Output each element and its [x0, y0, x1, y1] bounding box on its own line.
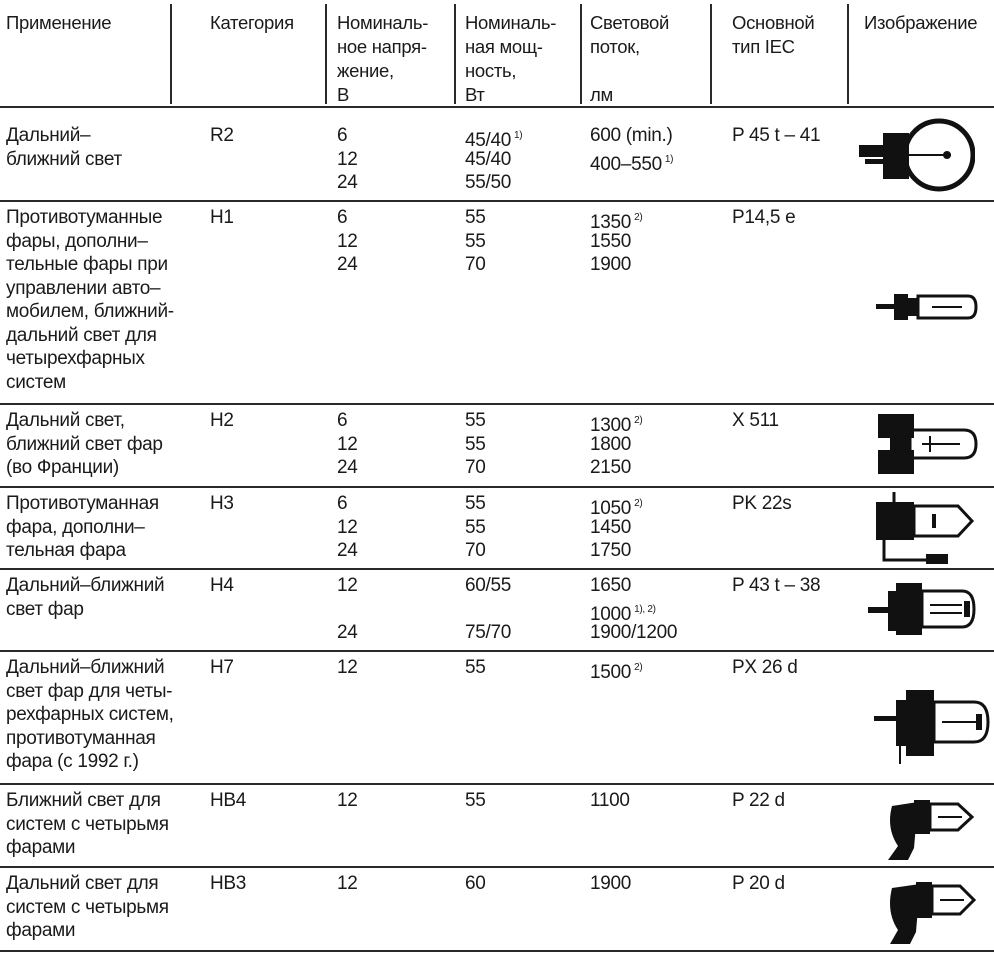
category-line — [210, 872, 246, 896]
row-rule — [0, 486, 994, 488]
application-line — [6, 919, 169, 943]
cell-iec — [732, 124, 820, 148]
application-value: Противотуманная — [6, 493, 159, 514]
iec-value: P14,5 e — [732, 207, 796, 228]
r2-bulb-icon — [855, 115, 975, 195]
application-value: рехфарных систем, — [6, 704, 174, 725]
flux-value: 400–550 — [590, 153, 662, 175]
voltage-line — [337, 409, 358, 433]
voltage-line — [337, 872, 358, 896]
flux-line — [590, 433, 642, 457]
iec-value: PX 26 d — [732, 657, 798, 678]
power-value: 55 — [465, 493, 486, 514]
cell-iec — [732, 492, 791, 516]
cell-iec — [732, 656, 798, 680]
category-value: H3 — [210, 493, 234, 514]
footnote-marker: 1) — [664, 153, 674, 165]
application-value: Ближний свет для — [6, 790, 161, 811]
power-line — [465, 206, 486, 230]
voltage-line — [337, 656, 358, 680]
power-line — [465, 148, 522, 172]
application-value: фарами — [6, 920, 76, 941]
voltage-line — [337, 148, 358, 172]
iec-line — [732, 206, 795, 230]
column-divider — [580, 4, 582, 104]
power-line — [465, 516, 486, 540]
row-rule — [0, 200, 994, 202]
iec-line — [732, 789, 785, 813]
header-line: В — [337, 84, 350, 105]
application-value: Противотуманные — [6, 207, 163, 228]
application-line — [6, 347, 174, 371]
power-value: 60 — [465, 873, 486, 894]
cell-flux — [590, 656, 643, 683]
header-line: жение, — [337, 60, 394, 81]
power-line — [465, 539, 486, 563]
power-value: 55 — [465, 790, 486, 811]
cell-flux — [590, 492, 642, 563]
application-line — [6, 206, 174, 230]
flux-line — [590, 148, 674, 175]
application-value: систем с четырьмя — [6, 896, 169, 918]
cell-power — [465, 206, 486, 277]
flux-line — [590, 574, 677, 598]
application-line — [6, 230, 174, 254]
footnote-marker: 2) — [634, 662, 643, 673]
application-value: фара (с 1992 г.) — [6, 751, 139, 772]
cell-iec — [732, 574, 820, 598]
cell-flux — [590, 872, 631, 896]
header-rule — [0, 106, 994, 108]
header-line: Вт — [465, 84, 485, 105]
flux-line — [590, 656, 643, 683]
voltage-value: 6 — [337, 207, 348, 228]
header-line: Номиналь- — [337, 12, 429, 33]
application-line — [6, 703, 174, 727]
power-value: 55/50 — [465, 172, 512, 193]
application-value: мобилем, ближний- — [6, 301, 174, 322]
category-value: HB4 — [210, 790, 247, 811]
application-line — [6, 456, 163, 480]
header-line: Изображение — [864, 12, 978, 33]
voltage-value: 12 — [337, 657, 358, 678]
power-value: 55 — [465, 230, 486, 252]
h7-bulb-icon — [870, 680, 992, 770]
footnote-marker: 2) — [634, 415, 643, 426]
h2-bulb-icon — [870, 408, 980, 480]
cell-flux — [590, 789, 630, 813]
cell-category — [210, 872, 246, 896]
application-value: свет фар — [6, 598, 84, 620]
category-line — [210, 492, 234, 516]
table-bottom-rule — [0, 950, 994, 952]
header-line: лм — [590, 84, 613, 105]
voltage-value: 12 — [337, 873, 358, 894]
voltage-value: 24 — [337, 254, 358, 275]
header-line: ное напря- — [337, 36, 427, 57]
application-line — [6, 148, 122, 172]
table-header — [0, 0, 994, 108]
category-line — [210, 656, 234, 680]
cell-iec — [732, 206, 795, 230]
application-line — [6, 300, 174, 324]
row-rule — [0, 783, 994, 785]
application-line — [6, 813, 169, 837]
application-value: Дальний свет, — [6, 410, 125, 431]
cell-application — [6, 872, 169, 943]
application-line — [6, 598, 164, 622]
voltage-value: 24 — [337, 540, 358, 561]
application-value: Дальний свет для — [6, 873, 159, 894]
application-value: Дальний–ближний — [6, 657, 165, 678]
flux-value: 2150 — [590, 457, 632, 478]
iec-line — [732, 124, 820, 148]
header-category — [210, 10, 294, 34]
iec-value: P 20 d — [732, 873, 785, 894]
h4-bulb-icon — [866, 575, 981, 645]
iec-value: P 45 t – 41 — [732, 125, 821, 146]
power-value: 75/70 — [465, 622, 512, 643]
voltage-line — [337, 598, 358, 622]
power-line — [465, 789, 486, 813]
power-line — [465, 433, 486, 457]
application-value: систем с четырьмя — [6, 813, 169, 835]
flux-value: 1750 — [590, 540, 632, 561]
header-iec — [732, 10, 814, 58]
flux-line — [590, 230, 642, 254]
application-value: тельная фара — [6, 540, 126, 561]
voltage-value: 24 — [337, 457, 358, 478]
cell-power — [465, 409, 486, 480]
power-value: 70 — [465, 540, 486, 561]
voltage-value: 12 — [337, 790, 358, 811]
flux-line — [590, 492, 643, 519]
voltage-value: 12 — [337, 433, 358, 455]
cell-power — [465, 656, 486, 680]
cell-category — [210, 409, 234, 433]
application-line — [6, 789, 169, 813]
cell-power — [465, 492, 486, 563]
header-line: Применение — [6, 12, 112, 33]
power-line — [465, 656, 486, 680]
flux-value: 1900 — [590, 873, 632, 894]
voltage-line — [337, 253, 358, 277]
cell-category — [210, 206, 234, 230]
flux-line — [590, 456, 642, 480]
header-application — [6, 10, 111, 34]
header-flux — [590, 10, 669, 106]
category-line — [210, 789, 246, 813]
header-line: поток, — [590, 36, 640, 57]
cell-category — [210, 492, 234, 516]
cell-voltage — [337, 206, 358, 277]
power-value: 60/55 — [465, 575, 512, 596]
power-value: 70 — [465, 254, 486, 275]
header-line: Световой — [590, 12, 670, 33]
application-value: четырехфарных — [6, 348, 145, 369]
flux-line — [590, 872, 631, 896]
voltage-value: 12 — [337, 148, 358, 170]
voltage-line — [337, 789, 358, 813]
column-divider — [847, 4, 849, 104]
flux-value: 1650 — [590, 575, 632, 596]
application-line — [6, 516, 159, 540]
voltage-value: 12 — [337, 230, 358, 252]
cell-application — [6, 124, 122, 171]
application-line — [6, 896, 169, 920]
voltage-line — [337, 124, 358, 148]
power-line — [465, 230, 486, 254]
row-rule — [0, 403, 994, 405]
cell-flux — [590, 574, 677, 645]
cell-power — [465, 872, 486, 896]
application-value: фарами — [6, 837, 76, 858]
column-divider — [170, 4, 172, 104]
row-rule — [0, 568, 994, 570]
flux-line — [590, 598, 677, 625]
cell-voltage — [337, 656, 358, 680]
header-line: ность, — [465, 60, 517, 81]
flux-value: 1450 — [590, 516, 632, 538]
iec-line — [732, 409, 779, 433]
footnote-marker: 1) — [514, 130, 523, 141]
cell-flux — [590, 206, 642, 277]
application-value: дальний свет для — [6, 324, 157, 346]
application-value: фары, дополни– — [6, 230, 148, 252]
voltage-line — [337, 433, 358, 457]
flux-line — [590, 409, 643, 436]
power-value: 70 — [465, 457, 486, 478]
cell-power — [465, 789, 486, 813]
cell-power — [465, 124, 522, 195]
cell-flux — [590, 409, 642, 480]
flux-line — [590, 789, 630, 813]
application-value: управлении авто– — [6, 277, 161, 299]
power-line — [465, 621, 511, 645]
application-line — [6, 409, 163, 433]
flux-line — [590, 539, 642, 563]
h1-bulb-icon — [872, 282, 982, 332]
column-divider — [325, 4, 327, 104]
application-line — [6, 680, 174, 704]
cell-voltage — [337, 574, 358, 645]
iec-value: X 511 — [732, 410, 779, 431]
cell-iec — [732, 872, 785, 896]
power-value: 45/40 — [465, 130, 512, 151]
voltage-line — [337, 171, 358, 195]
header-line: тип IEC — [732, 36, 795, 57]
iec-value: P 43 t – 38 — [732, 575, 821, 596]
cell-category — [210, 574, 234, 598]
voltage-line — [337, 574, 358, 598]
row-rule — [0, 866, 994, 868]
iec-line — [732, 574, 820, 598]
category-value: HB3 — [210, 873, 247, 894]
iec-value: PK 22s — [732, 493, 792, 514]
power-value: 55 — [465, 657, 486, 678]
application-line — [6, 253, 174, 277]
power-value: 55 — [465, 433, 486, 455]
header-voltage — [337, 10, 428, 106]
iec-line — [732, 656, 798, 680]
voltage-line — [337, 516, 358, 540]
category-line — [210, 124, 234, 148]
category-value: H4 — [210, 575, 234, 596]
voltage-value: 24 — [337, 172, 358, 193]
header-line — [590, 58, 669, 82]
flux-line — [590, 253, 642, 277]
application-line — [6, 324, 174, 348]
voltage-value: 6 — [337, 493, 348, 514]
header-line: Номиналь- — [465, 12, 557, 33]
application-line — [6, 836, 169, 860]
power-line — [465, 253, 486, 277]
application-line — [6, 277, 174, 301]
flux-value: 1000 — [590, 603, 632, 625]
cell-voltage — [337, 492, 358, 563]
flux-line — [590, 621, 677, 645]
cell-application — [6, 656, 174, 774]
iec-line — [732, 872, 785, 896]
application-line — [6, 727, 174, 751]
cell-application — [6, 789, 169, 860]
voltage-value: 6 — [337, 125, 348, 146]
application-value: систем — [6, 371, 66, 393]
cell-application — [6, 409, 163, 480]
flux-value: 1800 — [590, 433, 632, 455]
voltage-value: 24 — [337, 622, 358, 643]
voltage-value: 12 — [337, 575, 358, 596]
application-line — [6, 371, 174, 395]
category-value: H2 — [210, 410, 234, 431]
cell-application — [6, 574, 164, 621]
iec-line — [732, 492, 791, 516]
flux-line — [590, 206, 643, 233]
flux-value: 1050 — [590, 498, 632, 519]
column-divider — [454, 4, 456, 104]
power-line — [465, 456, 486, 480]
power-value: 55 — [465, 207, 486, 228]
h3-bulb-icon — [870, 490, 980, 570]
flux-line — [590, 124, 673, 148]
application-value: фара, дополни– — [6, 516, 145, 538]
power-value: 55 — [465, 516, 486, 538]
footnote-marker: 2) — [634, 498, 643, 509]
power-value: 45/40 — [465, 148, 512, 170]
voltage-line — [337, 539, 358, 563]
flux-value: 1900/1200 — [590, 622, 678, 643]
cell-voltage — [337, 789, 358, 813]
application-line — [6, 656, 174, 680]
flux-value: 1500 — [590, 662, 632, 683]
power-line — [465, 574, 511, 598]
flux-value: 1300 — [590, 415, 632, 436]
application-value: противотуманная — [6, 727, 156, 749]
power-line — [465, 124, 523, 151]
application-value: ближний свет — [6, 148, 122, 170]
category-value: R2 — [210, 125, 234, 146]
hb3-bulb-icon — [880, 870, 980, 948]
application-line — [6, 492, 159, 516]
cell-voltage — [337, 409, 358, 480]
footnote-marker: 1), 2) — [634, 603, 656, 615]
header-line: ная мощ- — [465, 36, 543, 57]
category-line — [210, 206, 234, 230]
voltage-line — [337, 230, 358, 254]
flux-value: 1350 — [590, 212, 632, 233]
header-line: Категория — [210, 12, 294, 33]
application-line — [6, 433, 163, 457]
category-line — [210, 574, 234, 598]
flux-value: 600 (min.) — [590, 125, 673, 146]
row-rule — [0, 650, 994, 652]
cell-application — [6, 206, 174, 394]
header-power — [465, 10, 556, 106]
application-value: Дальний– — [6, 125, 91, 146]
category-value: H7 — [210, 657, 234, 678]
application-value: ближний свет фар — [6, 433, 163, 455]
power-line — [465, 492, 486, 516]
header-image — [864, 10, 977, 34]
voltage-line — [337, 621, 358, 645]
cell-category — [210, 124, 234, 148]
application-line — [6, 574, 164, 598]
iec-value: P 22 d — [732, 790, 785, 811]
flux-value: 1900 — [590, 254, 632, 275]
cell-power — [465, 574, 511, 645]
application-line — [6, 750, 174, 774]
flux-value: 1550 — [590, 230, 632, 252]
cell-voltage — [337, 124, 358, 195]
footnote-marker: 2) — [634, 212, 643, 223]
flux-value: 1100 — [590, 790, 630, 811]
cell-flux — [590, 124, 673, 195]
cell-category — [210, 656, 234, 680]
power-line — [465, 409, 486, 433]
application-line — [6, 872, 169, 896]
application-value: (во Франции) — [6, 457, 119, 478]
application-value: Дальний–ближний — [6, 575, 165, 596]
application-line — [6, 124, 122, 148]
column-divider — [710, 4, 712, 104]
cell-iec — [732, 789, 785, 813]
cell-category — [210, 789, 246, 813]
power-line — [465, 171, 522, 195]
flux-line — [590, 516, 642, 540]
cell-voltage — [337, 872, 358, 896]
power-line — [465, 598, 511, 622]
voltage-value: 12 — [337, 516, 358, 538]
voltage-line — [337, 456, 358, 480]
voltage-line — [337, 492, 358, 516]
voltage-value: 6 — [337, 410, 348, 431]
cell-application — [6, 492, 159, 563]
application-value: тельные фары при — [6, 254, 168, 275]
cell-iec — [732, 409, 779, 433]
power-value: 55 — [465, 410, 486, 431]
header-line: Основной — [732, 12, 815, 33]
category-value: H1 — [210, 207, 234, 228]
category-line — [210, 409, 234, 433]
power-line — [465, 872, 486, 896]
hb4-bulb-icon — [878, 788, 978, 863]
voltage-line — [337, 206, 358, 230]
application-line — [6, 539, 159, 563]
application-value: свет фар для четы- — [6, 680, 173, 702]
